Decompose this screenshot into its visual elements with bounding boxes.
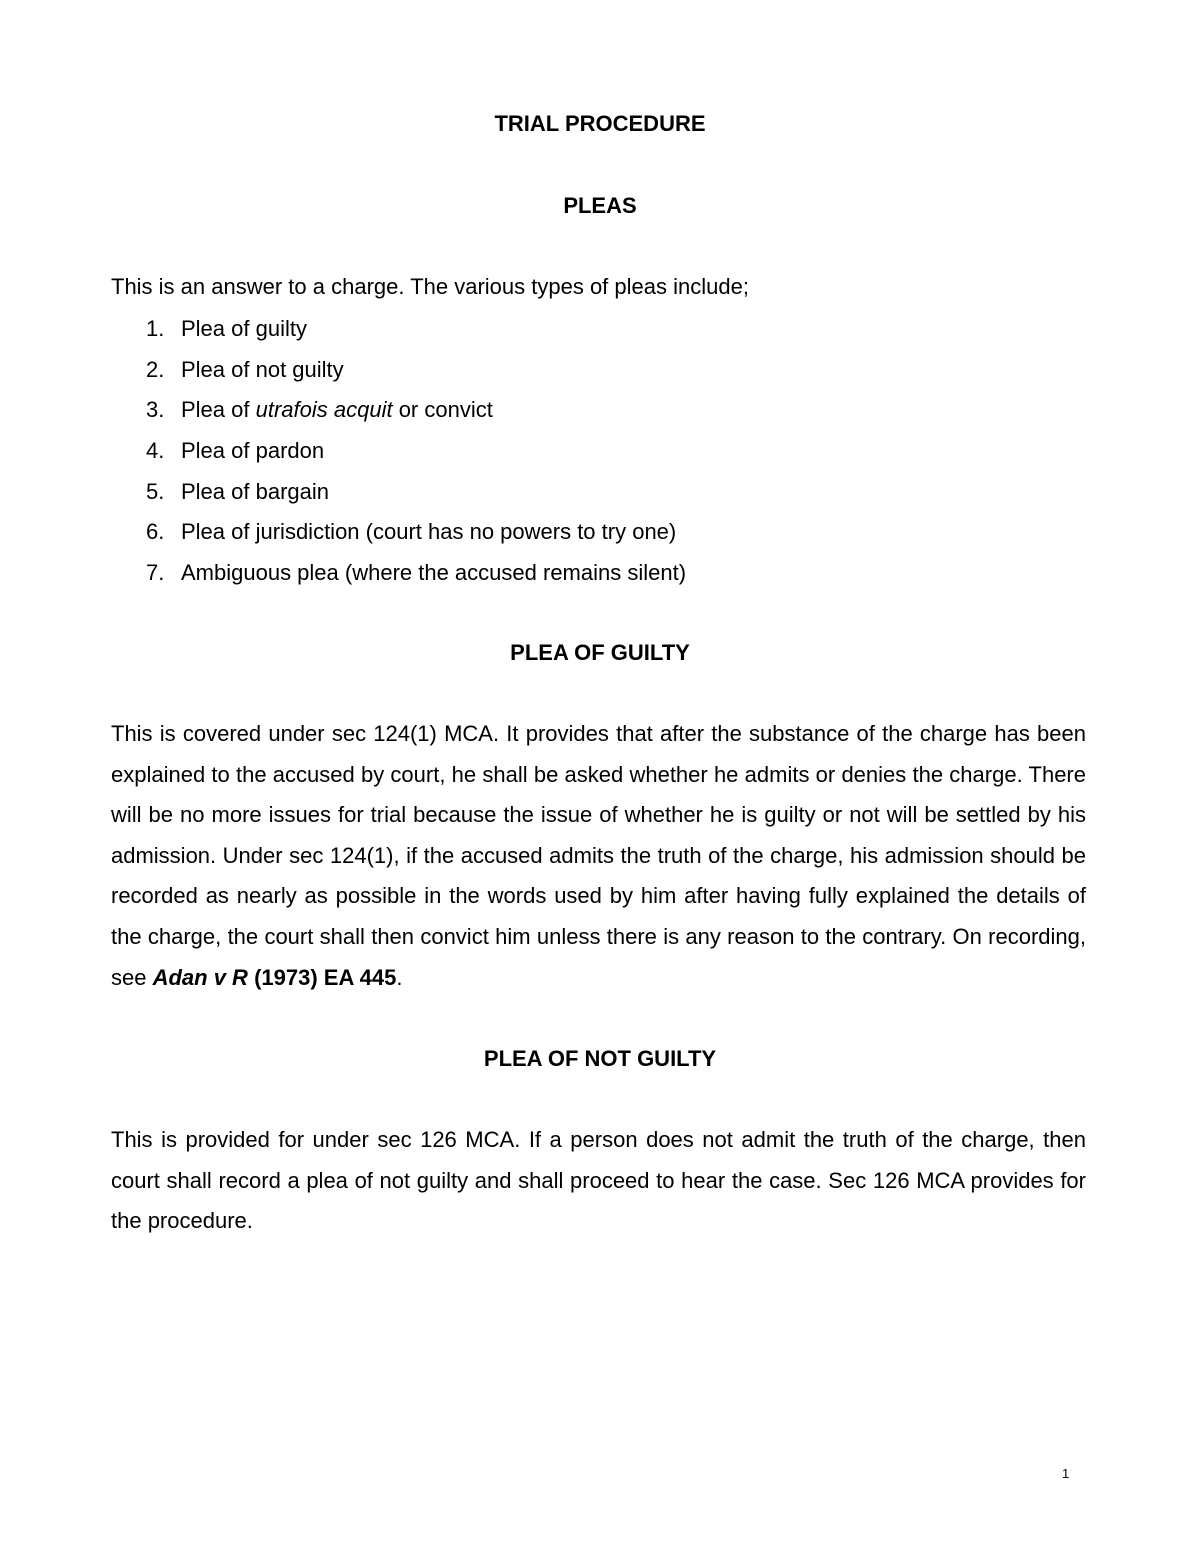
plea-of-guilty-paragraph [111,714,1086,998]
case-citation: (1973) EA 445 [247,964,397,990]
list-item [111,478,686,519]
list-item [111,356,686,397]
list-item-text: Plea of not guilty [181,356,344,382]
list-item-number: 5. [146,478,165,504]
list-item [111,437,686,478]
list-item-text: Plea of pardon [181,438,325,464]
case-name: Adan v R [152,964,248,990]
list-item-number: 4. [146,438,165,464]
list-item-text: Ambiguous plea (where the accused remains silent) [181,560,687,586]
pleas-intro: This is an answer to a charge. The various types of pleas include; [111,274,749,299]
list-item [111,396,686,437]
list-item-text: Plea of jurisdiction (court has no powers to try one) [181,519,677,545]
plea-of-guilty-heading: PLEA OF GUILTY [510,640,690,665]
list-item-number: 3. [146,397,165,423]
list-item-text: Plea of guilty [181,316,307,341]
document-title: TRIAL PROCEDURE [494,111,706,136]
end-punctuation: . [396,964,403,990]
list-item-number: 6. [146,519,165,545]
list-item-text-before: Plea of [181,397,256,423]
pleas-heading: PLEAS [563,193,637,218]
list-item-number: 2. [146,356,165,382]
plea-of-not-guilty-heading: PLEA OF NOT GUILTY [483,1046,717,1071]
plea-of-guilty-body: This is covered under sec 124(1) MCA. It provides that after the substance of the charge has been explained to the accused by court, he shall be asked whether he admits or denies the charge. There will be no more issues for trial because the issue of whether he is guilty or not will be settled by his admission. Under sec 124(1), if the accused admits the truth of the charge, his admission should be recorded as nearly as possible in the words used by him after having fully explained the details of the charge, the court shall then convict him unless there is any reason to the contrary. On recording, see [111,721,1086,990]
list-item-text: Plea of bargain [181,478,329,504]
list-item-number: 1. [146,316,165,341]
list-item-text-italic: utrafois acquit [255,397,393,423]
plea-of-not-guilty-paragraph: This is provided for under sec 126 MCA. If a person does not admit the truth of the charge, then court shall record a plea of not guilty and shall proceed to hear the case. Sec 126 MCA provides for the procedure. [111,1127,1086,1234]
list-item [111,559,686,600]
list-item-number: 7. [146,560,165,586]
list-item-text [181,396,493,424]
list-item-text-after: or convict [392,397,493,423]
list-item [111,315,686,356]
list-item [111,518,686,559]
page-number: 1 [1062,1466,1070,1481]
plea-types-list [111,315,686,600]
